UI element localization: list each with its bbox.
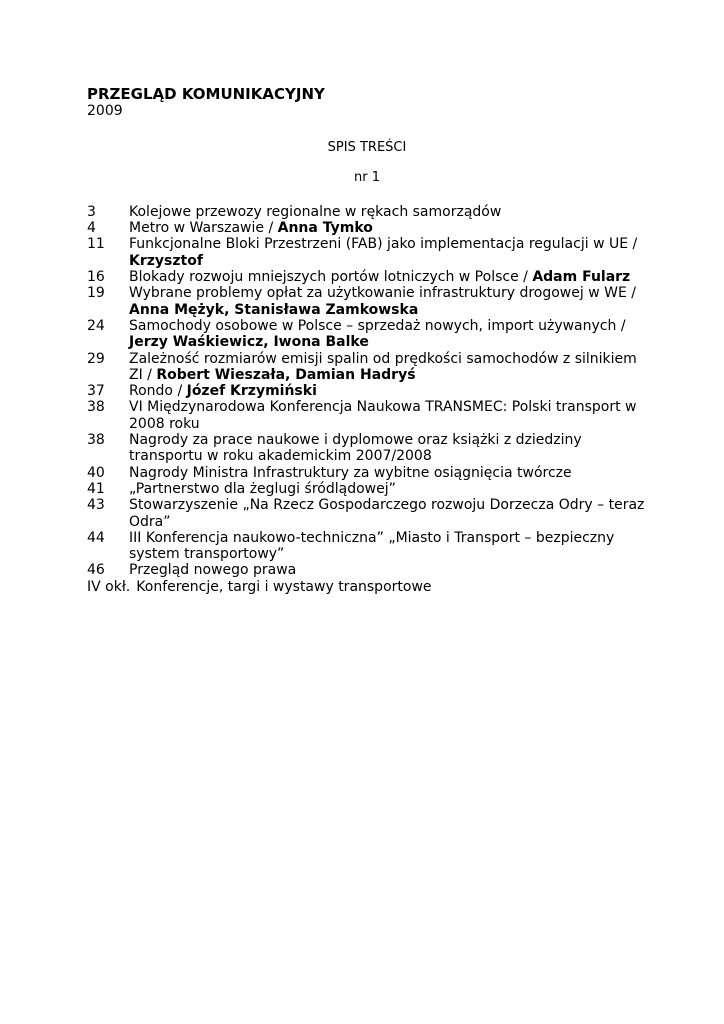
- toc-entry-text: [129, 285, 647, 318]
- toc-list: [87, 204, 647, 595]
- toc-entry-cover: [87, 579, 647, 595]
- toc-entry-text: [129, 530, 647, 563]
- toc-entry-author: Adam Fularz: [532, 269, 631, 286]
- toc-entry: [87, 481, 647, 497]
- toc-entry-author: Krzysztof: [129, 252, 203, 269]
- toc-page-number: 11: [87, 236, 105, 253]
- toc-entry-text: [136, 579, 647, 595]
- toc-entry-title: Metro w Warszawie /: [129, 220, 278, 237]
- toc-entry-text: [129, 481, 647, 497]
- toc-entry-author: Anna Mężyk, Stanisława Zamkowska: [129, 301, 419, 318]
- toc-page-number: 38: [87, 399, 105, 416]
- toc-entry-title: Konferencje, targi i wystawy transportowe: [136, 578, 432, 595]
- toc-entry-text: [129, 351, 647, 384]
- toc-entry-title: Funkcjonalne Bloki Przestrzeni (FAB) jako implementacja regulacji w UE /: [129, 236, 638, 253]
- document-page: [87, 86, 647, 595]
- toc-entry: [87, 562, 647, 578]
- toc-page-number: 41: [87, 480, 105, 497]
- toc-entry: [87, 383, 647, 399]
- toc-entry-title: Nagrody za prace naukowe i dyplomowe oraz książki z dziedziny transportu w roku akademickim 2007/2008: [129, 432, 582, 465]
- toc-entry: [87, 497, 647, 530]
- toc-entry-title: Wybrane problemy opłat za użytkowanie infrastruktury drogowej w WE /: [129, 285, 636, 302]
- toc-entry-text: [129, 562, 647, 578]
- toc-entry-text: [129, 432, 647, 465]
- toc-entry-title: Blokady rozwoju mniejszych portów lotniczych w Polsce /: [129, 269, 533, 286]
- toc-entry-title: Kolejowe przewozy regionalne w rękach samorządów: [129, 203, 502, 220]
- toc-page-number: 16: [87, 269, 105, 286]
- toc-entry-text: [129, 220, 647, 236]
- toc-entry: [87, 432, 647, 465]
- toc-entry: [87, 399, 647, 432]
- toc-entry-title: Przegląd nowego prawa: [129, 562, 297, 579]
- toc-page-number: 46: [87, 562, 105, 579]
- toc-entry: [87, 351, 647, 384]
- toc-page-number: 4: [87, 220, 96, 237]
- toc-page-number: 44: [87, 529, 105, 546]
- toc-page-number: 19: [87, 285, 105, 302]
- toc-entry: [87, 285, 647, 318]
- toc-entry-title: „Partnerstwo dla żeglugi śródlądowej”: [129, 480, 396, 497]
- toc-entry-title: III Konferencja naukowo-techniczna” „Miasto i Transport – bezpieczny system transportowy”: [129, 529, 615, 563]
- toc-entry-text: [129, 465, 647, 481]
- toc-entry: [87, 236, 647, 269]
- toc-entry: [87, 269, 647, 285]
- toc-entry: [87, 220, 647, 236]
- toc-heading: SPIS TREŚCI: [327, 140, 407, 156]
- toc-entry-text: [129, 497, 647, 530]
- toc-page-number: 43: [87, 497, 105, 514]
- toc-entry-title: Samochody osobowe w Polsce – sprzedaż nowych, import używanych /: [129, 317, 626, 334]
- toc-entry-text: [129, 383, 647, 399]
- toc-page-number: 24: [87, 317, 105, 334]
- issue-number: nr 1: [354, 169, 380, 185]
- toc-page-number: 29: [87, 350, 105, 367]
- toc-entry-title: Zależność rozmiarów emisji spalin od prędkości samochodów z silnikiem ZI /: [129, 350, 637, 383]
- toc-entry-author: Anna Tymko: [277, 220, 373, 237]
- toc-entry-text: [129, 318, 647, 351]
- toc-entry-title: Stowarzyszenie „Na Rzecz Gospodarczego rozwoju Dorzecza Odry – teraz Odra”: [129, 497, 645, 530]
- toc-entry-text: [129, 399, 647, 432]
- toc-entry-title: Rondo /: [129, 383, 187, 400]
- toc-page-number: IV okł.: [87, 578, 131, 595]
- toc-entry-text: [129, 236, 647, 269]
- toc-entry: [87, 318, 647, 351]
- toc-page-number: 40: [87, 464, 105, 481]
- toc-entry-text: [129, 204, 647, 220]
- journal-title: PRZEGLĄD KOMUNIKACYJNY: [87, 85, 325, 103]
- toc-entry-title: VI Międzynarodowa Konferencja Naukowa TRANSMEC: Polski transport w 2008 roku: [129, 399, 637, 432]
- toc-page-number: 37: [87, 383, 105, 400]
- toc-entry-author: Józef Krzymiński: [186, 383, 317, 400]
- toc-entry: [87, 204, 647, 220]
- toc-entry-text: [129, 269, 647, 285]
- journal-year: 2009: [87, 103, 123, 119]
- toc-entry: [87, 465, 647, 481]
- toc-page-number: 38: [87, 432, 105, 449]
- toc-entry-author: Robert Wieszała, Damian Hadryś: [156, 366, 416, 383]
- toc-entry-author: Jerzy Waśkiewicz, Iwona Balke: [129, 334, 369, 351]
- toc-page-number: 3: [87, 203, 96, 220]
- toc-entry-title: Nagrody Ministra Infrastruktury za wybitne osiągnięcia twórcze: [129, 464, 572, 481]
- toc-entry: [87, 530, 647, 563]
